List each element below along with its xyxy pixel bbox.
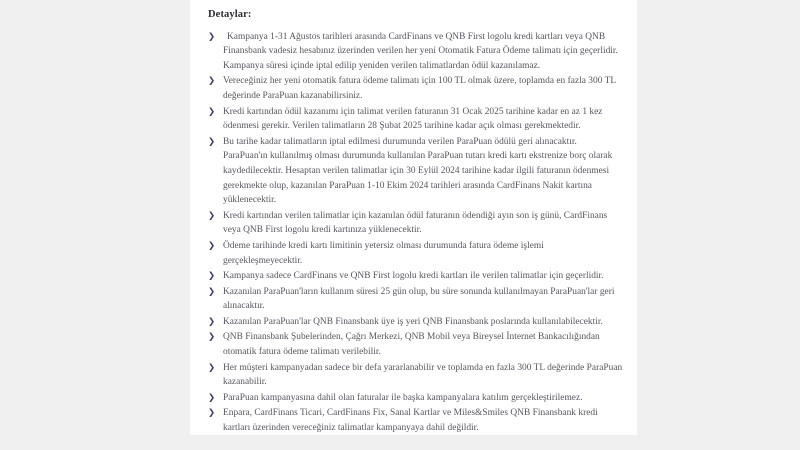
chevron-right-icon: ❯ bbox=[208, 408, 216, 419]
chevron-right-icon: ❯ bbox=[208, 271, 216, 282]
chevron-right-icon: ❯ bbox=[208, 286, 216, 297]
list-item-text: Her müşteri kampanyadan sadece bir defa yararlanabilir ve toplamda en fazla 300 TL değerinde ParaPuan kazanabilir. bbox=[223, 362, 623, 388]
chevron-right-icon: ❯ bbox=[208, 316, 216, 327]
list-item bbox=[204, 361, 623, 390]
chevron-right-icon: ❯ bbox=[208, 392, 216, 403]
campaign-details-card bbox=[190, 0, 637, 435]
list-item bbox=[204, 269, 623, 284]
list-item-text: ParaPuan kampanyasına dahil olan faturalar ile başka kampanyalara katılım gerçekleştirilemez. bbox=[223, 392, 583, 403]
chevron-right-icon: ❯ bbox=[208, 106, 216, 117]
list-item-text: Kampanya sadece CardFinans ve QNB First logolu kredi kartları ile verilen talimatlar için geçerlidir. bbox=[223, 271, 604, 282]
chevron-right-icon: ❯ bbox=[208, 210, 216, 221]
chevron-right-icon: ❯ bbox=[208, 136, 216, 147]
chevron-right-icon: ❯ bbox=[208, 332, 216, 343]
list-item-text: Bu tarihe kadar talimatların iptal edilmesi durumunda verilen ParaPuan ödülü geri alınacaktır. ParaPuan'ın kullanılmış olması durumunda kullanılan ParaPuan tutarı kredi kartı ekstrenize borç olarak kaydedilecektir. Hesaptan verilen talimatlar için 30 Eylül 2024 tarihine kadar ilgili faturanın ödenmesi gerekmekte olup, kazanılan ParaPuan 1-10 Ekim 2024 tarihleri arasında CardFinans Nakit kartına yüklenecektir. bbox=[223, 136, 613, 206]
list-item bbox=[204, 105, 623, 134]
list-item-text: Enpara, CardFinans Ticari, CardFinans Fix, Sanal Kartlar ve Miles&Smiles QNB Finansbank kredi kartları üzerinden vereceğiniz talimatlar kampanyaya dahil değildir. bbox=[223, 408, 598, 434]
list-item-text: Kampanya 1-31 Ağustos tarihleri arasında CardFinans ve QNB First logolu kredi kartları veya QNB Finansbank vadesiz hesabınız üzerinden verilen her yeni Otomatik Fatura Ödeme talimatı için geçerlidir. Kampanya süresi içinde iptal edilip yeniden verilen talimatlardan ödül kazanılamaz. bbox=[223, 31, 618, 71]
list-item bbox=[204, 30, 623, 74]
list-item bbox=[204, 135, 623, 208]
list-item bbox=[204, 315, 623, 330]
chevron-right-icon: ❯ bbox=[208, 76, 216, 87]
list-item-text: Kazanılan ParaPuan'ların kullanım süresi 25 gün olup, bu süre sonunda kullanılmayan ParaPuan'lar geri alınacaktır. bbox=[223, 286, 615, 312]
chevron-right-icon: ❯ bbox=[208, 240, 216, 251]
page-title: Detaylar: bbox=[208, 9, 252, 20]
list-item bbox=[204, 391, 623, 406]
list-item bbox=[204, 74, 623, 103]
list-item-text: Kazanılan ParaPuan'lar QNB Finansbank üye iş yeri QNB Finansbank poslarında kullanılabilecektir. bbox=[223, 316, 603, 327]
list-item bbox=[204, 406, 623, 435]
list-item bbox=[204, 239, 623, 268]
chevron-right-icon: ❯ bbox=[208, 31, 216, 42]
list-item bbox=[204, 209, 623, 238]
chevron-right-icon: ❯ bbox=[208, 362, 216, 373]
list-item-text: Kredi kartından verilen talimatlar için kazanılan ödül faturanın ödendiği ayın son iş günü, CardFinans veya QNB First logolu kredi kartınıza yüklenecektir. bbox=[223, 210, 608, 236]
list-item bbox=[204, 285, 623, 314]
campaign-terms-list bbox=[204, 30, 623, 435]
list-item bbox=[204, 330, 623, 359]
list-item-text: Kredi kartından ödül kazanımı için talimat verilen faturanın 31 Ocak 2025 tarihine kadar en az 1 kez ödenmesi gerekir. Verilen talimatların 28 Şubat 2025 tarihine kadar açık olması gerekmektedir. bbox=[223, 106, 603, 132]
list-item-text: Ödeme tarihinde kredi kartı limitinin yetersiz olması durumunda fatura ödeme işlemi gerçekleşmeyecektir. bbox=[223, 240, 544, 266]
list-item-text: QNB Finansbank Şubelerinden, Çağrı Merkezi, QNB Mobil veya Bireysel İnternet Bankacılığından otomatik fatura ödeme talimatı verilebilir. bbox=[223, 332, 600, 358]
list-item-text: Vereceğiniz her yeni otomatik fatura ödeme talimatı için 100 TL olmak üzere, toplamda en fazla 300 TL değerinde ParaPuan kazanabilirsiniz. bbox=[223, 76, 616, 101]
